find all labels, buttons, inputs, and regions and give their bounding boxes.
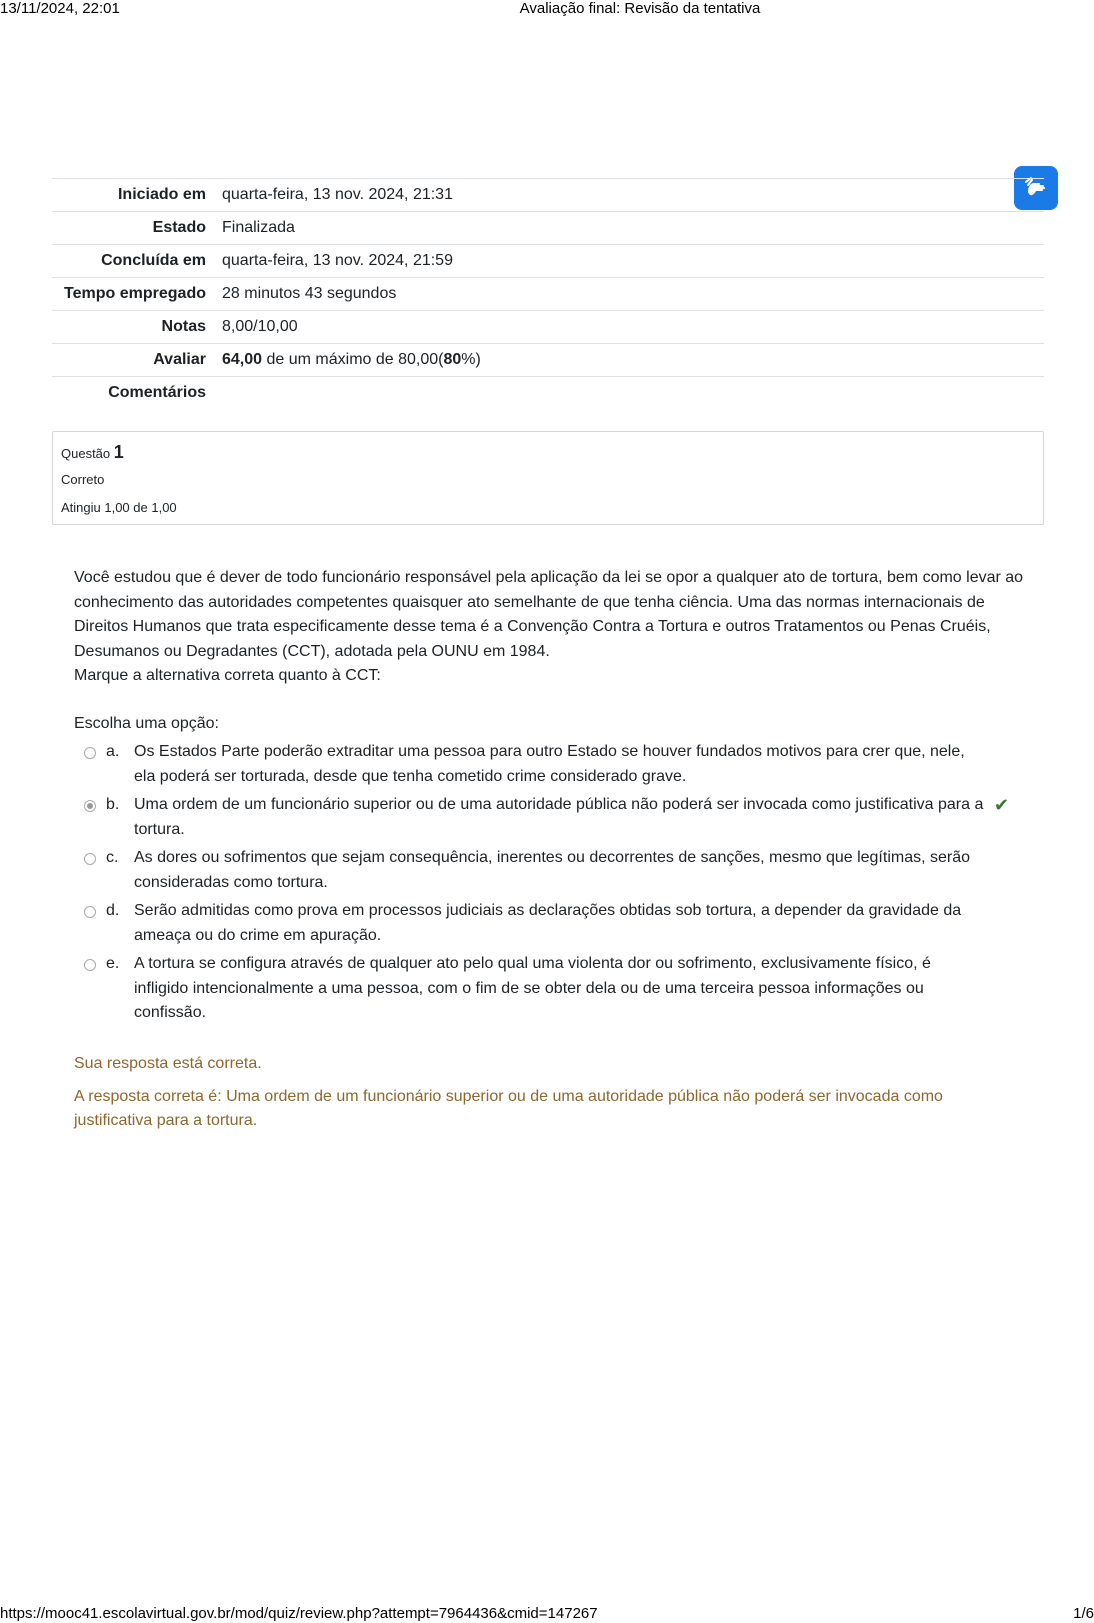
answer-options xyxy=(82,740,1028,1030)
print-title: Avaliação final: Revisão da tentativa xyxy=(519,0,761,17)
summary-label: Concluída em xyxy=(101,252,206,269)
radio-button-selected[interactable] xyxy=(84,800,96,812)
radio-button[interactable] xyxy=(84,853,96,865)
radio-button[interactable] xyxy=(84,959,96,971)
summary-row xyxy=(52,245,1044,278)
summary-row xyxy=(52,311,1044,344)
answer-prompt: Escolha uma opção: xyxy=(74,715,219,732)
summary-value xyxy=(222,377,1044,410)
summary-value: Finalizada xyxy=(222,219,295,236)
summary-label: Avaliar xyxy=(153,351,206,368)
print-url: https://mooc41.escolavirtual.gov.br/mod/quiz/review.php?attempt=7964436&cmid=147267 xyxy=(0,1605,598,1622)
summary-value: quarta-feira, 13 nov. 2024, 21:31 xyxy=(222,186,453,203)
print-page-number: 1/6 xyxy=(1073,1605,1094,1622)
print-header xyxy=(0,0,1094,18)
print-datetime: 13/11/2024, 22:01 xyxy=(0,0,120,17)
question-instruction: Marque a alternativa correta quanto à CCT: xyxy=(74,667,381,684)
attempt-summary-table xyxy=(52,178,1044,409)
summary-row xyxy=(52,212,1044,245)
question-info-box xyxy=(52,431,1044,525)
option-letter: a. xyxy=(106,743,120,760)
feedback-status: Sua resposta está correta. xyxy=(74,1055,262,1072)
summary-label: Comentários xyxy=(108,384,206,401)
radio-button[interactable] xyxy=(84,906,96,918)
summary-row xyxy=(52,278,1044,311)
option-letter: d. xyxy=(106,902,120,919)
summary-label: Notas xyxy=(161,318,206,335)
option-letter: e. xyxy=(106,955,120,972)
summary-value: 8,00/10,00 xyxy=(222,318,298,335)
summary-row xyxy=(52,377,1044,410)
answer-option-c[interactable] xyxy=(82,846,1028,895)
answer-feedback xyxy=(74,1052,1024,1134)
avaliar-score: 64,00 xyxy=(222,351,263,368)
answer-option-a[interactable] xyxy=(82,740,1028,789)
question-number xyxy=(61,442,124,463)
summary-label: Iniciado em xyxy=(117,186,206,203)
answer-option-d[interactable] xyxy=(82,899,1028,948)
answer-option-b[interactable] xyxy=(82,793,1028,842)
summary-value: 28 minutos 43 segundos xyxy=(222,285,397,302)
option-text: Uma ordem de um funcionário superior ou de uma autoridade pública não poderá ser invocada como justificativa para a tortura. xyxy=(134,796,984,838)
question-grade: Atingiu 1,00 de 1,00 xyxy=(61,500,177,515)
summary-value xyxy=(222,344,1044,377)
correct-check-icon: ✔ xyxy=(994,795,1010,815)
answer-option-e[interactable] xyxy=(82,952,1028,1026)
question-number-value: 1 xyxy=(113,442,124,462)
radio-button[interactable] xyxy=(84,747,96,759)
question-state: Correto xyxy=(61,472,105,487)
avaliar-percent: 80 xyxy=(443,351,462,368)
summary-label: Estado xyxy=(152,219,206,236)
question-label: Questão xyxy=(61,446,111,461)
option-letter: c. xyxy=(106,849,119,866)
option-text: Os Estados Parte poderão extraditar uma pessoa para outro Estado se houver fundados motivos para crer que, nele, ela poderá ser torturada, desde que tenha cometido crime considerado grave. xyxy=(134,743,965,785)
summary-row xyxy=(52,179,1044,212)
print-footer xyxy=(0,1603,1094,1623)
option-text: As dores ou sofrimentos que sejam consequência, inerentes ou decorrentes de sanções, mesmo que legítimas, serão consideradas como tortura. xyxy=(134,849,971,891)
avaliar-end: %) xyxy=(461,351,481,368)
question-body: Você estudou que é dever de todo funcionário responsável pela aplicação da lei se opor a qualquer ato de tortura, bem como levar ao conhecimento das autoridades competentes quaisquer ato semelhante de que tenha ciência. Uma das normas internacionais de Direitos Humanos que trata especificamente desse tema é a Convenção Contra a Tortura e outros Tratamentos ou Penas Cruéis, Desumanos ou Degradantes (CCT), adotada pela OUNU em 1984. xyxy=(74,569,1024,660)
avaliar-middle: de um máximo de 80,00( xyxy=(262,351,444,368)
summary-label: Tempo empregado xyxy=(64,285,206,302)
feedback-correct-answer: A resposta correta é: Uma ordem de um funcionário superior ou de uma autoridade pública não poderá ser invocada como justificativa para a tortura. xyxy=(74,1087,943,1129)
option-text: Serão admitidas como prova em processos judiciais as declarações obtidas sob tortura, a depender da gravidade da ameaça ou do crime em apuração. xyxy=(134,902,962,944)
summary-row xyxy=(52,344,1044,377)
option-text: A tortura se configura através de qualquer ato pelo qual uma violenta dor ou sofrimento, exclusivamente físico, é infligido intencionalmente a uma pessoa, com o fim de se obter dela ou de uma terceira pessoa informações ou confissão. xyxy=(134,955,931,1021)
option-letter: b. xyxy=(106,796,120,813)
question-text xyxy=(74,566,1024,689)
summary-value: quarta-feira, 13 nov. 2024, 21:59 xyxy=(222,252,453,269)
